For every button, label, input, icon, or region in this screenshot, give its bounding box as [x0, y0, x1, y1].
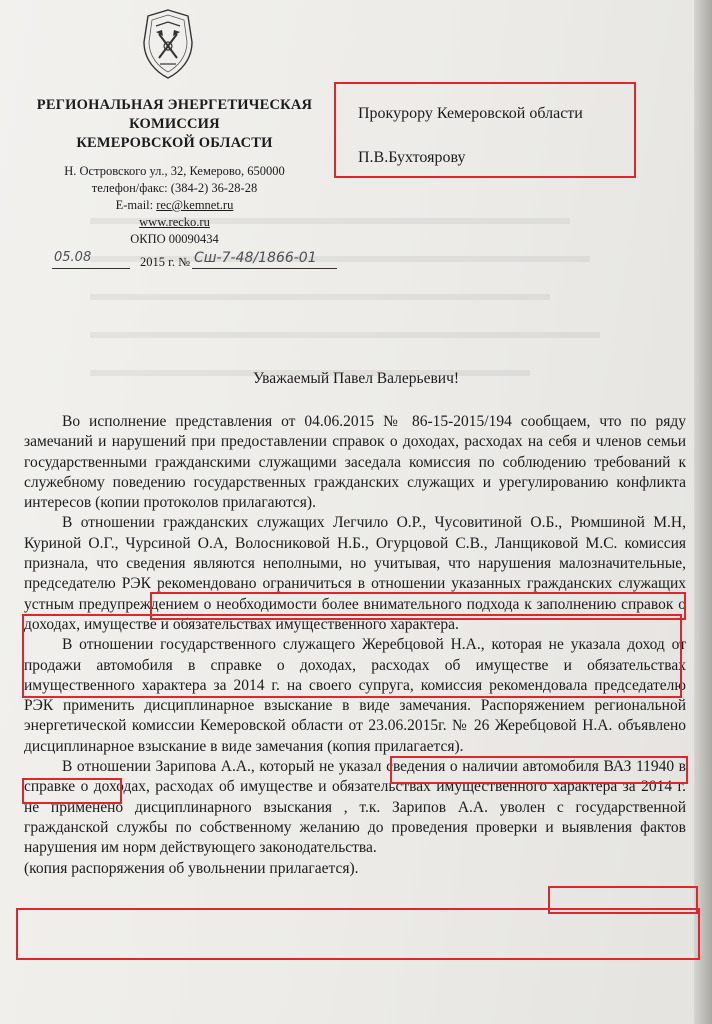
org-name-line: РЕГИОНАЛЬНАЯ ЭНЕРГЕТИЧЕСКАЯ [36, 97, 313, 113]
email-link[interactable]: rec@kemnet.ru [156, 198, 234, 212]
website-link[interactable]: www.recko.ru [139, 215, 210, 229]
address: Н. Островского ул., 32, Кемерово, 650000 [64, 164, 285, 178]
addressee-block [358, 92, 583, 180]
highlight-box-dismissal [16, 908, 700, 960]
okpo: ОКПО 00090434 [130, 232, 219, 246]
date-blank-line [52, 268, 130, 269]
greeting: Уважаемый Павел Валерьевич! [252, 370, 460, 387]
org-name-line: КОМИССИЯ [129, 116, 220, 132]
contact-block [22, 163, 327, 248]
phone: телефон/факс: (384-2) 36-28-28 [91, 181, 258, 195]
coat-of-arms-icon [138, 8, 198, 80]
addressee-name: П.В.Бухтоярову [358, 149, 466, 166]
registration-year-number: 2015 г. № [140, 255, 191, 269]
organization-name [22, 96, 327, 153]
org-name-line: КЕМЕРОВСКОЙ ОБЛАСТИ [76, 135, 273, 151]
highlight-box-reprimand [22, 778, 122, 804]
registration-line [52, 250, 342, 274]
paragraph-5: (копия распоряжения об увольнении прилагается). [24, 859, 359, 877]
registration-number-handwritten: Сш-7-48/1866-01 [194, 250, 317, 266]
highlight-box-warning [22, 614, 682, 698]
addressee-title: Прокурору Кемеровской области [358, 105, 583, 122]
number-blank-line [192, 268, 337, 269]
paragraph-4: В отношении Зарипова А.А., который не указал сведения о наличии автомобиля ВАЗ 11940 в справке о доходах, расходах об имуществе и обязательствах имущественного характера за 2014 г. не применено дисциплинарного взыскания , т.к. Зарипов А.А. уволен с государственной гражданской службы по собственному желанию до проведения проверки и выявления фактов нарушения им норм действующего законодательства. [24, 758, 686, 857]
paragraph-1: Во исполнение представления от 04.06.2015 № 86-15-2015/194 сообщаем, что по ряду замечаний и нарушений при предоставлении справок о доходах, расходах на себя и членов семьи государственными гражданскими служащими заседала комиссия по соблюдению требований к служебному поведению государственных гражданских служащих и урегулированию конфликта интересов (копии протоколов прилагаются). [24, 413, 686, 512]
page-edge [694, 0, 712, 1024]
highlight-box-disciplinary [390, 756, 688, 784]
email-line [22, 197, 327, 214]
email-label: E-mail: [115, 198, 157, 212]
paragraph-2: В отношении гражданских служащих Легчило О.Р., Чусовитиной О.Б., Рюмшиной М.Н, Куриной О.Г., Чурсиной О.А, Волосниковой Н.Б., Огурцовой С.В., Ланщиковой М.С. комиссия признала, что сведения являются неполными, но учитывая, что нарушения малозначительные, председателю РЭК рекомендовано ограничиться в отношении указанных гражданских служащих устным предупреждением о необходимости более внимательного подхода к заполнению справок о доходах, имуществе и обязательствах имущественного характера. [24, 514, 686, 633]
paragraph-3: В отношении государственного служащего Жеребцовой Н.А., которая не указала доход от продажи автомобиля в справке о доходах, расходах об имуществе и обязательствах имущественного характера за 2014 г. на своего супруга, комиссия рекомендовала председателю РЭК применить дисциплинарное взыскание в виде замечания. Распоряжением региональной энергетической комиссии Кемеровской области от 23.06.2015г. № 26 Жеребцовой Н.А. объявлено дисциплинарное взыскание в виде замечания (копия прилагается). [24, 636, 686, 755]
registration-date-handwritten: 05.08 [54, 250, 92, 265]
